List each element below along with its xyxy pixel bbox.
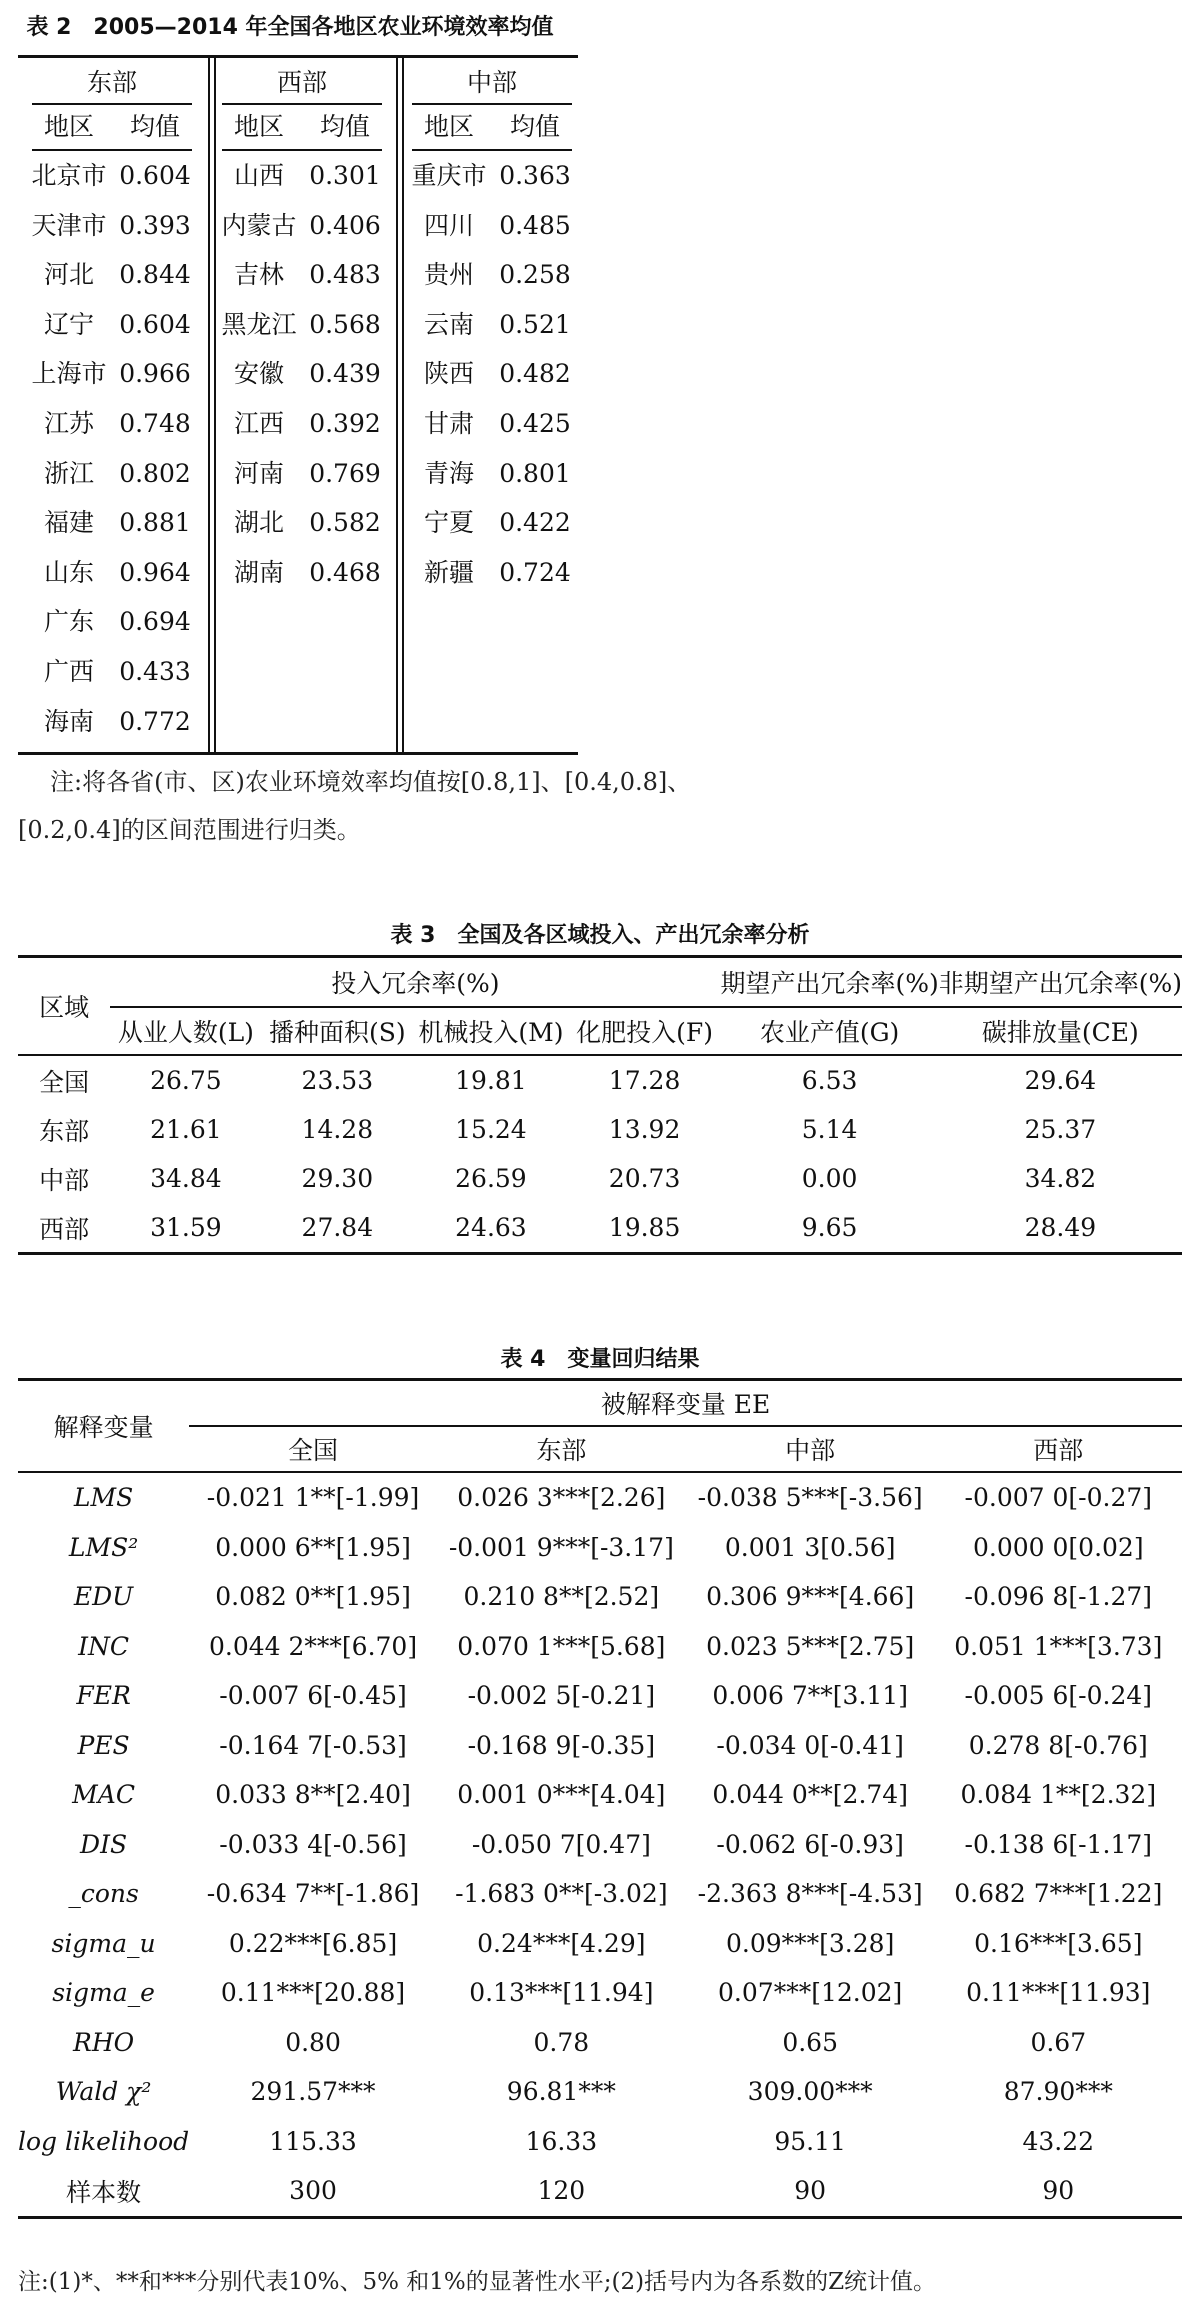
- table-row: [216, 250, 388, 300]
- table-row: [26, 697, 198, 747]
- value-cell: 14.28: [301, 1115, 374, 1144]
- mean-cell: 0.482: [499, 359, 571, 389]
- coefficient-cell: -0.034 0[-0.41]: [716, 1730, 904, 1760]
- variable-cell: RHO: [73, 2027, 135, 2057]
- region-cell: 江苏: [43, 408, 94, 438]
- variable-cell: log likelihood: [18, 2126, 190, 2156]
- coefficient-cell: 0.044 0**[2.74]: [712, 1780, 908, 1810]
- region-cell: 西部: [39, 1214, 90, 1244]
- value-cell: 0.00: [801, 1164, 858, 1193]
- subheader-national: 全国: [288, 1436, 339, 1465]
- column-header-region: 地区: [423, 112, 474, 141]
- coefficient-cell: 0.07***[12.02]: [718, 1978, 903, 2008]
- coefficient-cell: 300: [289, 2176, 337, 2206]
- table-row: [216, 548, 388, 598]
- coefficient-cell: 0.084 1**[2.32]: [960, 1780, 1157, 1810]
- table-row: [26, 449, 198, 499]
- table2-bottom-rule: [18, 752, 578, 755]
- coefficient-cell: 291.57***: [250, 2077, 376, 2107]
- coefficient-cell: 0.000 6**[1.95]: [215, 1532, 411, 1562]
- desired-output-header: 期望产出冗余率(%): [720, 957, 938, 1008]
- mean-cell: 0.301: [309, 161, 381, 190]
- value-cell: 23.53: [301, 1066, 374, 1095]
- undesired-output-header: 非期望产出冗余率(%): [939, 957, 1182, 1008]
- group-header: 西部: [276, 68, 327, 97]
- coefficient-cell: 0.80: [285, 2027, 341, 2057]
- table-row: [406, 548, 578, 598]
- coefficient-cell: 0.023 5***[2.75]: [706, 1631, 915, 1661]
- table-row: [216, 498, 388, 548]
- coefficient-cell: 90: [1042, 2176, 1075, 2206]
- mean-cell: 0.772: [119, 706, 191, 736]
- region-cell: 河北: [43, 260, 94, 290]
- table-row: [406, 250, 578, 300]
- region-cell: 东部: [39, 1116, 90, 1146]
- value-cell: 27.84: [301, 1213, 374, 1242]
- coefficient-cell: 0.026 3***[2.26]: [457, 1483, 666, 1513]
- table-row: [18, 1105, 1182, 1154]
- value-cell: 9.65: [801, 1213, 858, 1242]
- table-row: [18, 1472, 1182, 1523]
- table-row: [26, 300, 198, 350]
- value-cell: 34.82: [1024, 1164, 1097, 1193]
- table-row: [18, 1770, 1182, 1820]
- coefficient-cell: 0.13***[11.94]: [469, 1978, 654, 2008]
- table-row: [406, 300, 578, 350]
- mean-cell: 0.406: [309, 210, 381, 240]
- column-header-mean: 均值: [509, 112, 560, 141]
- variable-cell: FER: [76, 1681, 131, 1711]
- region-cell: 甘肃: [423, 408, 474, 438]
- region-cell: 黑龙江: [221, 309, 297, 339]
- region-cell: 陕西: [423, 359, 474, 389]
- region-cell: 宁夏: [423, 508, 474, 538]
- table-row: [406, 201, 578, 251]
- explanatory-variable-header: 解释变量: [53, 1413, 154, 1442]
- table-row: [18, 1523, 1182, 1573]
- table3-title: 表 3 全国及各区域投入、产出冗余率分析: [390, 923, 810, 948]
- coefficient-cell: -0.634 7**[-1.86]: [206, 1879, 420, 1909]
- table-row: [26, 349, 198, 399]
- value-cell: 28.49: [1024, 1213, 1097, 1242]
- coefficient-cell: 96.81***: [506, 2077, 616, 2107]
- coefficient-cell: 0.11***[20.88]: [220, 1978, 406, 2008]
- mean-cell: 0.363: [499, 161, 571, 190]
- coefficient-cell: -0.168 9[-0.35]: [467, 1730, 656, 1760]
- variable-cell: 样本数: [66, 2177, 142, 2207]
- region-cell: 北京市: [31, 161, 107, 190]
- coefficient-cell: 0.24***[4.29]: [477, 1928, 646, 1958]
- variable-cell: DIS: [80, 1829, 128, 1859]
- mean-cell: 0.425: [499, 408, 571, 438]
- subheader-labor: 从业人数(L): [117, 1018, 254, 1047]
- coefficient-cell: 0.682 7***[1.22]: [954, 1879, 1163, 1909]
- coefficient-cell: 95.11: [774, 2126, 846, 2156]
- mean-cell: 0.439: [309, 359, 381, 389]
- region-cell: 中部: [39, 1165, 90, 1195]
- variable-cell: MAC: [72, 1780, 135, 1810]
- input-redundancy-header: 投入冗余率(%): [110, 957, 720, 1008]
- table-row: [406, 151, 578, 201]
- coefficient-cell: -0.002 5[-0.21]: [467, 1681, 656, 1711]
- table-row: [216, 349, 388, 399]
- region-cell: 贵州: [423, 260, 474, 290]
- coefficient-cell: 0.09***[3.28]: [725, 1928, 895, 1958]
- coefficient-cell: 0.22***[6.85]: [228, 1928, 398, 1958]
- table-row: [406, 449, 578, 499]
- group-header: 东部: [86, 68, 137, 97]
- value-cell: 34.84: [150, 1164, 222, 1193]
- variable-cell: sigma_e: [52, 1978, 155, 2008]
- table-row: [406, 498, 578, 548]
- table-row: [26, 548, 198, 598]
- coefficient-cell: -0.164 7[-0.53]: [219, 1730, 407, 1760]
- mean-cell: 0.485: [499, 210, 571, 240]
- table2: [18, 55, 578, 755]
- mean-cell: 0.258: [499, 260, 571, 290]
- region-cell: 新疆: [423, 557, 474, 587]
- mean-cell: 0.604: [119, 161, 191, 190]
- coefficient-cell: 0.000 0[0.02]: [972, 1532, 1144, 1562]
- table-row: [18, 1968, 1182, 2018]
- coefficient-cell: -0.062 6[-0.93]: [716, 1829, 904, 1859]
- region-cell: 广西: [43, 656, 94, 686]
- table-row: [216, 399, 388, 449]
- region-cell: 河南: [233, 458, 284, 488]
- coefficient-cell: 0.082 0**[1.95]: [215, 1582, 411, 1612]
- table-row: [18, 2166, 1182, 2217]
- table-row: [18, 1919, 1182, 1969]
- table-row: [216, 449, 388, 499]
- column-header-mean: 均值: [319, 112, 370, 141]
- coefficient-cell: -0.001 9***[-3.17]: [448, 1532, 674, 1562]
- coefficient-cell: -0.005 6[-0.24]: [964, 1681, 1153, 1711]
- variable-cell: _cons: [68, 1879, 139, 1909]
- value-cell: 5.14: [801, 1115, 858, 1144]
- coefficient-cell: 0.65: [782, 2027, 838, 2057]
- table2-note: [18, 758, 691, 854]
- coefficient-cell: 0.033 8**[2.40]: [215, 1780, 411, 1810]
- coefficient-cell: -0.138 6[-1.17]: [964, 1829, 1153, 1859]
- value-cell: 29.64: [1024, 1066, 1097, 1095]
- region-cell: 山西: [233, 161, 284, 190]
- region-cell: 福建: [43, 508, 94, 538]
- table-row: [216, 300, 388, 350]
- region-cell: 上海市: [31, 359, 107, 389]
- variable-cell: EDU: [73, 1582, 134, 1612]
- region-cell: 海南: [43, 706, 94, 736]
- coefficient-cell: 115.33: [269, 2126, 357, 2156]
- group-header: 中部: [466, 68, 517, 97]
- coefficient-cell: 0.16***[3.65]: [974, 1928, 1143, 1958]
- coefficient-cell: -0.050 7[0.47]: [471, 1829, 651, 1859]
- table-row: [406, 399, 578, 449]
- coefficient-cell: 0.11***[11.93]: [966, 1978, 1151, 2008]
- variable-cell: LMS: [73, 1483, 134, 1513]
- table4: [18, 1378, 1182, 2219]
- table-row: [26, 201, 198, 251]
- coefficient-cell: -1.683 0**[-3.02]: [455, 1879, 668, 1909]
- coefficient-cell: -0.007 6[-0.45]: [219, 1681, 407, 1711]
- variable-cell: sigma_u: [51, 1928, 156, 1958]
- value-cell: 20.73: [608, 1164, 681, 1193]
- subheader-carbon: 碳排放量(CE): [981, 1018, 1139, 1047]
- region-cell: 重庆市: [411, 161, 487, 190]
- mean-cell: 0.966: [119, 359, 191, 389]
- table-row: [18, 1154, 1182, 1203]
- dependent-variable-header: 被解释变量 EE: [189, 1380, 1182, 1427]
- mean-cell: 0.724: [499, 557, 571, 587]
- coefficient-cell: 0.210 8**[2.52]: [463, 1582, 660, 1612]
- table-row: [26, 498, 198, 548]
- table-row: [18, 2018, 1182, 2068]
- column-header-region: 地区: [233, 112, 284, 141]
- table2-group-central: [406, 63, 578, 597]
- region-cell: 内蒙古: [221, 210, 297, 240]
- table3: [18, 955, 1182, 1255]
- region-cell: 青海: [423, 458, 474, 488]
- value-cell: 13.92: [608, 1115, 681, 1144]
- mean-cell: 0.392: [309, 408, 381, 438]
- table-row: [18, 1572, 1182, 1622]
- mean-cell: 0.964: [119, 557, 191, 587]
- table-row: [216, 201, 388, 251]
- table-row: [18, 1622, 1182, 1672]
- table2-group-west: [216, 63, 388, 597]
- table2-note-line-2: [0.2,0.4]的区间范围进行归类。: [18, 816, 361, 844]
- table-row: [26, 250, 198, 300]
- region-cell: 云南: [423, 309, 474, 339]
- table2-note-line-1: 注:将各省(市、区)农业环境效率均值按[0.8,1]、[0.4,0.8]、: [50, 768, 692, 796]
- region-cell: 湖北: [233, 508, 284, 538]
- coefficient-cell: 0.67: [1030, 2027, 1087, 2057]
- table-row: [18, 2117, 1182, 2167]
- coefficient-cell: 0.006 7**[3.11]: [712, 1681, 908, 1711]
- table4-note: 注:(1)*、**和***分别代表10%、5% 和1%的显著性水平;(2)括号内为各系数的Z统计值。: [18, 2269, 937, 2295]
- coefficient-cell: 0.001 3[0.56]: [724, 1532, 896, 1562]
- subheader-central: 中部: [785, 1436, 836, 1465]
- value-cell: 29.30: [301, 1164, 374, 1193]
- variable-cell: LMS²: [68, 1532, 139, 1562]
- value-cell: 17.28: [608, 1066, 681, 1095]
- table-row: [26, 399, 198, 449]
- table2-group-east: [26, 63, 198, 746]
- mean-cell: 0.468: [309, 557, 381, 587]
- mean-cell: 0.604: [119, 309, 191, 339]
- value-cell: 15.24: [455, 1115, 527, 1144]
- value-cell: 25.37: [1024, 1115, 1097, 1144]
- mean-cell: 0.422: [499, 508, 571, 538]
- mean-cell: 0.568: [309, 309, 381, 339]
- coefficient-cell: -0.007 0[-0.27]: [964, 1483, 1153, 1513]
- region-cell: 山东: [43, 557, 94, 587]
- mean-cell: 0.582: [309, 508, 381, 538]
- variable-cell: Wald χ²: [55, 2077, 152, 2107]
- mean-cell: 0.483: [309, 260, 381, 290]
- mean-cell: 0.881: [119, 508, 191, 538]
- coefficient-cell: -0.096 8[-1.27]: [964, 1582, 1153, 1612]
- table4-title: 表 4 变量回归结果: [500, 1347, 700, 1372]
- subheader-west: 西部: [1033, 1436, 1084, 1465]
- mean-cell: 0.802: [119, 458, 191, 488]
- region-cell: 安徽: [233, 359, 284, 389]
- region-cell: 吉林: [233, 260, 284, 290]
- table-row: [18, 1820, 1182, 1870]
- mean-cell: 0.694: [119, 607, 191, 637]
- region-cell: 广东: [43, 607, 94, 637]
- subheader-output-value: 农业产值(G): [759, 1018, 900, 1047]
- coefficient-cell: -0.038 5***[-3.56]: [697, 1483, 923, 1513]
- value-cell: 19.85: [608, 1213, 681, 1242]
- mean-cell: 0.433: [119, 656, 191, 686]
- table-row: [26, 151, 198, 201]
- table2-double-divider-1: [208, 58, 216, 752]
- table-row: [18, 2067, 1182, 2117]
- mean-cell: 0.844: [119, 260, 191, 290]
- coefficient-cell: 43.22: [1022, 2126, 1095, 2156]
- table-row: [18, 1869, 1182, 1919]
- coefficient-cell: 0.044 2***[6.70]: [208, 1631, 418, 1661]
- coefficient-cell: 0.001 0***[4.04]: [457, 1780, 666, 1810]
- value-cell: 6.53: [801, 1066, 858, 1095]
- value-cell: 26.75: [150, 1066, 222, 1095]
- region-cell: 天津市: [31, 210, 107, 240]
- table-row: [26, 647, 198, 697]
- coefficient-cell: 0.306 9***[4.66]: [706, 1582, 915, 1612]
- value-cell: 19.81: [455, 1066, 527, 1095]
- subheader-fertilizer: 化肥投入(F): [576, 1018, 714, 1047]
- value-cell: 21.61: [150, 1115, 222, 1144]
- mean-cell: 0.748: [119, 408, 191, 438]
- coefficient-cell: 16.33: [525, 2126, 598, 2156]
- region-cell: 四川: [423, 210, 474, 240]
- value-cell: 31.59: [150, 1213, 222, 1242]
- region-cell: 辽宁: [43, 309, 94, 339]
- coefficient-cell: 0.051 1***[3.73]: [954, 1631, 1163, 1661]
- mean-cell: 0.393: [119, 210, 191, 240]
- region-header: 区域: [39, 993, 90, 1022]
- value-cell: 26.59: [455, 1164, 527, 1193]
- coefficient-cell: -0.021 1**[-1.99]: [206, 1483, 420, 1513]
- table-row: [216, 151, 388, 201]
- table2-double-divider-2: [396, 58, 404, 752]
- variable-cell: INC: [78, 1631, 130, 1661]
- coefficient-cell: 309.00***: [747, 2077, 873, 2107]
- value-cell: 24.63: [455, 1213, 527, 1242]
- table2-title: 表 2 2005—2014 年全国各地区农业环境效率均值: [26, 15, 554, 40]
- coefficient-cell: 0.070 1***[5.68]: [457, 1631, 666, 1661]
- coefficient-cell: -0.033 4[-0.56]: [219, 1829, 407, 1859]
- coefficient-cell: -2.363 8***[-4.53]: [697, 1879, 923, 1909]
- table2-top-rule: [18, 55, 578, 58]
- table-row: [26, 597, 198, 647]
- mean-cell: 0.521: [499, 309, 571, 339]
- table-row: [18, 1671, 1182, 1721]
- coefficient-cell: 0.278 8[-0.76]: [968, 1730, 1148, 1760]
- region-cell: 全国: [39, 1067, 90, 1097]
- table-row: [18, 1055, 1182, 1105]
- region-cell: 浙江: [43, 458, 94, 488]
- coefficient-cell: 87.90***: [1003, 2077, 1113, 2107]
- subheader-machinery: 机械投入(M): [418, 1018, 564, 1047]
- column-header-mean: 均值: [129, 112, 180, 141]
- table-row: [406, 349, 578, 399]
- subheader-east: 东部: [536, 1436, 587, 1465]
- table-row: [18, 1721, 1182, 1771]
- coefficient-cell: 120: [537, 2176, 586, 2206]
- mean-cell: 0.801: [499, 458, 571, 488]
- coefficient-cell: 0.78: [533, 2027, 590, 2057]
- table-row: [18, 1203, 1182, 1254]
- region-cell: 湖南: [233, 557, 284, 587]
- column-header-region: 地区: [43, 112, 94, 141]
- coefficient-cell: 90: [794, 2176, 827, 2206]
- region-cell: 江西: [233, 408, 284, 438]
- variable-cell: PES: [77, 1730, 130, 1760]
- subheader-area: 播种面积(S): [269, 1018, 406, 1047]
- mean-cell: 0.769: [309, 458, 381, 488]
